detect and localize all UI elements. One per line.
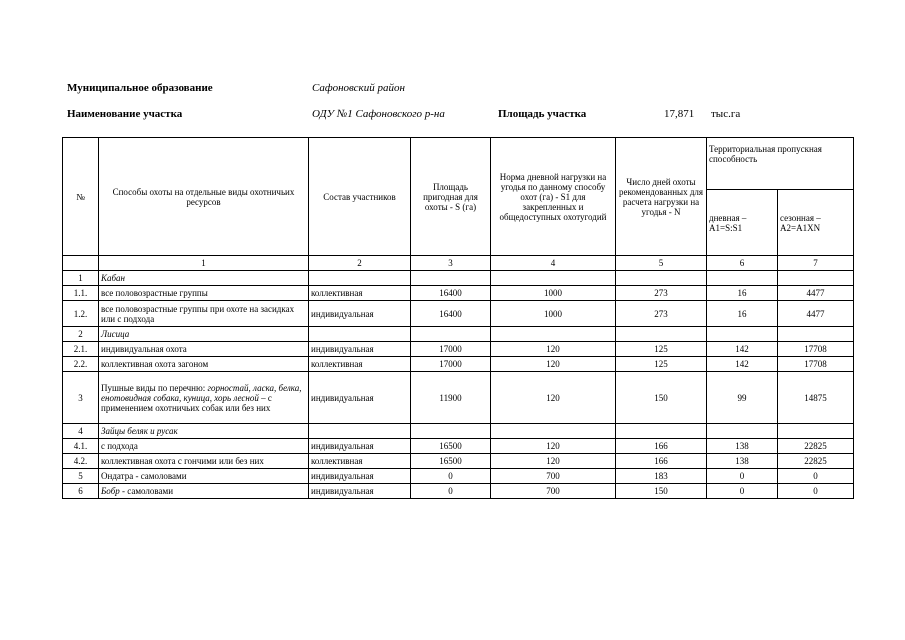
cell-daily (707, 327, 778, 342)
cell-days: 150 (616, 484, 707, 499)
hunting-method (99, 454, 309, 469)
hunting-method (99, 357, 309, 372)
colnum-cell: 7 (778, 256, 854, 271)
cell-seasonal: 22825 (778, 454, 854, 469)
row-number: 1.2. (63, 301, 99, 327)
hunting-method (99, 372, 309, 424)
mo-value: Сафоновский район (312, 82, 405, 94)
cell-days: 125 (616, 357, 707, 372)
cell-seasonal: 14875 (778, 372, 854, 424)
column-number-row (63, 256, 854, 271)
cell-participants: индивидуальная (309, 484, 411, 499)
row-number: 1.1. (63, 286, 99, 301)
cell-daily (707, 424, 778, 439)
cell-participants (309, 271, 411, 286)
header-norm: Норма дневной нагрузки на угодья по данному способу охот (га) - S1 для закрепленных и общедоступных охотугодий (491, 138, 616, 256)
cell-area: 11900 (411, 372, 491, 424)
hunting-method (99, 439, 309, 454)
cell-daily: 138 (707, 454, 778, 469)
cell-norm: 700 (491, 484, 616, 499)
cell-seasonal: 17708 (778, 342, 854, 357)
cell-daily: 16 (707, 286, 778, 301)
table-row (63, 439, 854, 454)
cell-area: 16500 (411, 454, 491, 469)
cell-participants: индивидуальная (309, 301, 411, 327)
method-text: Зайцы беляк и русак (101, 426, 178, 436)
cell-norm (491, 327, 616, 342)
cell-daily: 142 (707, 357, 778, 372)
method-text-part: Бобр (101, 486, 120, 496)
cell-days: 166 (616, 454, 707, 469)
cell-participants: коллективная (309, 357, 411, 372)
row-number: 4.1. (63, 439, 99, 454)
table-row (63, 327, 854, 342)
table-row (63, 342, 854, 357)
row-number: 3 (63, 372, 99, 424)
area-size-value: 17,871 (664, 108, 695, 120)
cell-norm: 120 (491, 357, 616, 372)
method-text: коллективная охота загоном (101, 359, 209, 369)
cell-area: 16400 (411, 301, 491, 327)
table-row (63, 357, 854, 372)
area-size-label: Площадь участка (498, 108, 587, 120)
colnum-cell: 6 (707, 256, 778, 271)
table-row (63, 469, 854, 484)
row-number: 5 (63, 469, 99, 484)
header-capacity: Территориальная пропускная способность (707, 138, 854, 190)
cell-seasonal (778, 271, 854, 286)
cell-participants: индивидуальная (309, 342, 411, 357)
cell-area: 0 (411, 484, 491, 499)
header-num: № (63, 138, 99, 256)
colnum-cell (63, 256, 99, 271)
cell-area: 17000 (411, 357, 491, 372)
cell-norm: 120 (491, 372, 616, 424)
cell-area (411, 327, 491, 342)
cell-days: 273 (616, 301, 707, 327)
cell-participants: коллективная (309, 286, 411, 301)
row-number: 1 (63, 271, 99, 286)
row-number: 6 (63, 484, 99, 499)
cell-days: 166 (616, 439, 707, 454)
method-text-part: горностай, ласка, белка, енотовидная собака, куница, хорь лесной (101, 382, 302, 403)
cell-area: 17000 (411, 342, 491, 357)
cell-norm: 120 (491, 439, 616, 454)
cell-days (616, 327, 707, 342)
cell-participants (309, 327, 411, 342)
cell-area: 0 (411, 469, 491, 484)
cell-daily: 138 (707, 439, 778, 454)
row-number: 2 (63, 327, 99, 342)
cell-norm (491, 271, 616, 286)
cell-norm: 1000 (491, 301, 616, 327)
cell-seasonal: 4477 (778, 301, 854, 327)
cell-daily: 16 (707, 301, 778, 327)
cell-norm: 1000 (491, 286, 616, 301)
cell-area (411, 271, 491, 286)
table-row (63, 424, 854, 439)
cell-norm: 700 (491, 469, 616, 484)
hunting-method (99, 424, 309, 439)
colnum-cell: 4 (491, 256, 616, 271)
colnum-cell: 3 (411, 256, 491, 271)
cell-participants: индивидуальная (309, 469, 411, 484)
cell-daily: 99 (707, 372, 778, 424)
cell-seasonal: 17708 (778, 357, 854, 372)
header-methods: Способы охоты на отдельные виды охотничьих ресурсов (99, 138, 309, 256)
area-name-label: Наименование участка (67, 108, 183, 120)
cell-days: 150 (616, 372, 707, 424)
cell-participants (309, 424, 411, 439)
hunting-method (99, 342, 309, 357)
cell-area: 16400 (411, 286, 491, 301)
cell-participants: коллективная (309, 454, 411, 469)
hunting-method (99, 286, 309, 301)
cell-daily: 0 (707, 469, 778, 484)
header-participants: Состав участников (309, 138, 411, 256)
cell-norm (491, 424, 616, 439)
cell-norm: 120 (491, 454, 616, 469)
cell-seasonal (778, 424, 854, 439)
cell-participants: индивидуальная (309, 439, 411, 454)
method-text: с подхода (101, 441, 138, 451)
cell-daily: 0 (707, 484, 778, 499)
table-row (63, 454, 854, 469)
header-seasonal: сезонная – А2=А1ХN (778, 190, 854, 256)
method-text: все половозрастные группы при охоте на засидках или с подхода (101, 303, 295, 324)
hunting-method (99, 271, 309, 286)
cell-seasonal: 0 (778, 469, 854, 484)
row-number: 2.2. (63, 357, 99, 372)
hunting-method (99, 469, 309, 484)
cell-seasonal: 0 (778, 484, 854, 499)
cell-participants: индивидуальная (309, 372, 411, 424)
method-text: все половозрастные группы (101, 288, 208, 298)
area-size-unit: тыс.га (711, 108, 741, 120)
method-text: индивидуальная охота (101, 344, 187, 354)
table-row (63, 271, 854, 286)
table-row (63, 286, 854, 301)
cell-seasonal: 4477 (778, 286, 854, 301)
hunting-method (99, 484, 309, 499)
cell-days: 183 (616, 469, 707, 484)
header-daily: дневная – А1=S:S1 (707, 190, 778, 256)
table-row (63, 301, 854, 327)
method-text-part: Ондатра (101, 471, 134, 481)
colnum-cell: 2 (309, 256, 411, 271)
row-number: 2.1. (63, 342, 99, 357)
cell-seasonal (778, 327, 854, 342)
header-days: Число дней охоты рекомендованных для расчета нагрузки на угодья - N (616, 138, 707, 256)
hunting-capacity-table (62, 137, 854, 499)
cell-days: 273 (616, 286, 707, 301)
method-text: коллективная охота с гончими или без них (101, 456, 264, 466)
method-text-part: - самоловами (119, 486, 174, 496)
cell-days: 125 (616, 342, 707, 357)
method-text-part: - самоловами (133, 471, 187, 481)
colnum-cell: 5 (616, 256, 707, 271)
area-name-value: ОДУ №1 Сафоновского р-на (312, 108, 445, 120)
method-text: Кабан (101, 273, 125, 283)
cell-area: 16500 (411, 439, 491, 454)
method-text-part: Пушные виды по перечню: (101, 382, 208, 393)
mo-label: Муниципальное образование (67, 82, 213, 94)
row-number: 4.2. (63, 454, 99, 469)
header-area: Площадь пригодная для охоты - S (га) (411, 138, 491, 256)
colnum-cell: 1 (99, 256, 309, 271)
table-row (63, 372, 854, 424)
cell-days (616, 271, 707, 286)
hunting-method (99, 327, 309, 342)
cell-seasonal: 22825 (778, 439, 854, 454)
method-text-part: – с применением охотничьих собак или без них (101, 392, 272, 413)
row-number: 4 (63, 424, 99, 439)
cell-daily (707, 271, 778, 286)
hunting-method (99, 301, 309, 327)
cell-days (616, 424, 707, 439)
cell-daily: 142 (707, 342, 778, 357)
table-row (63, 484, 854, 499)
cell-norm: 120 (491, 342, 616, 357)
cell-area (411, 424, 491, 439)
method-text: Лисица (101, 329, 130, 339)
